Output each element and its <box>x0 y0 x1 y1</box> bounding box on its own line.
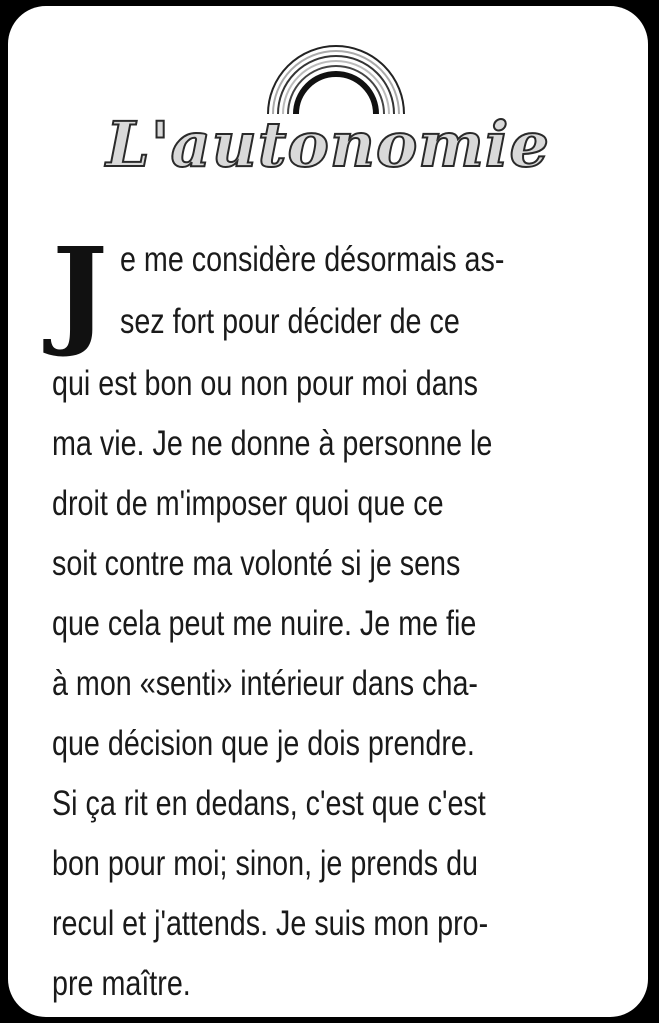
drop-cap-letter: J <box>52 221 108 360</box>
body-line: soit contre ma volonté si je sens <box>52 544 461 583</box>
body-line: droit de m'imposer quoi que ce <box>52 484 444 523</box>
body-line: que cela peut me nuire. Je me fie <box>52 604 477 643</box>
card-title: L'autonomie <box>106 108 550 181</box>
body-line: ma vie. Je ne donne à personne le <box>52 424 493 463</box>
body-line: e me considère désormais as- <box>120 240 505 279</box>
body-line: recul et j'attends. Je suis mon pro- <box>52 904 489 943</box>
body-line: qui est bon ou non pour moi dans <box>52 364 479 403</box>
body-line: que décision que je dois prendre. <box>52 724 475 763</box>
affirmation-card <box>8 6 648 1017</box>
body-line: Si ça rit en dedans, c'est que c'est <box>52 784 486 823</box>
body-line: bon pour moi; sinon, je prends du <box>52 844 478 883</box>
body-line: à mon «senti» intérieur dans cha- <box>52 664 478 703</box>
body-line: sez fort pour décider de ce <box>120 302 460 341</box>
body-line: pre maître. <box>52 964 191 1003</box>
rainbow-arc-icon <box>256 28 416 118</box>
